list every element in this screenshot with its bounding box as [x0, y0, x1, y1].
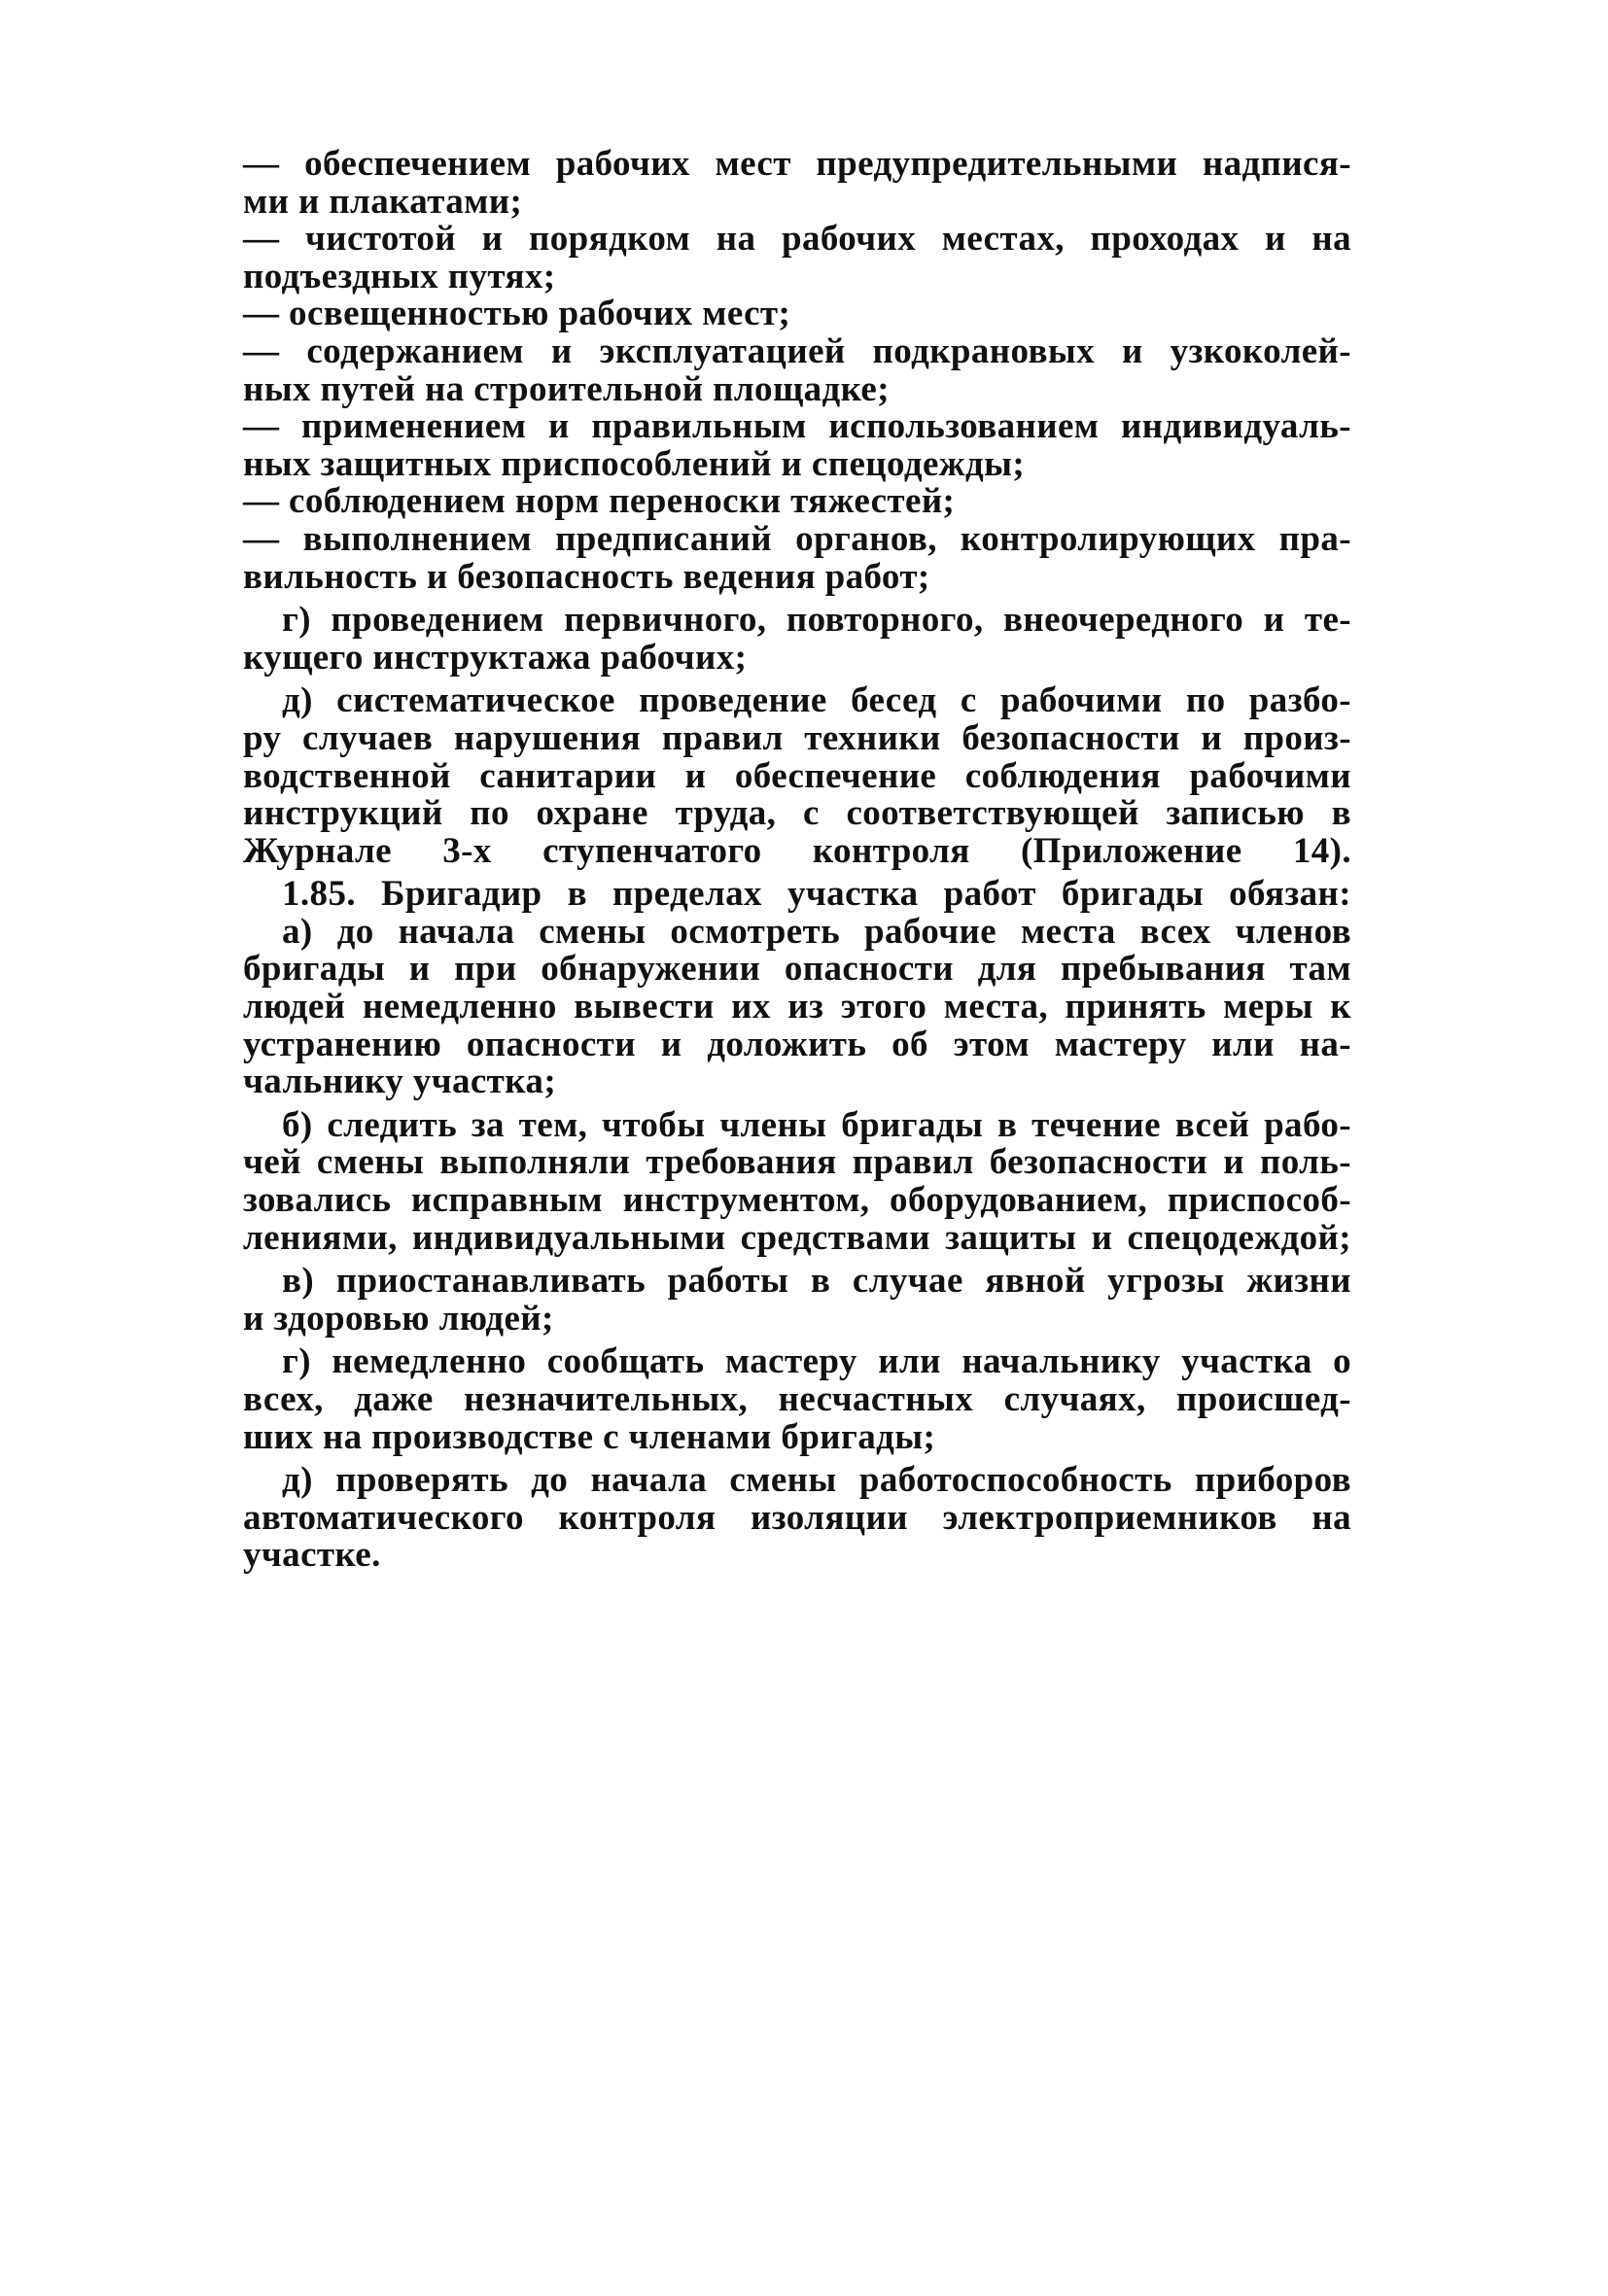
text-line: ру случаев нарушения правил техники безопасности и произ- — [243, 717, 1351, 758]
paragraph — [243, 483, 1351, 521]
text-line: д) систематическое проведение бесед с рабочими по разбо- — [282, 680, 1351, 721]
text-line: — обеспечением рабочих мест предупредительными надпися- — [243, 144, 1351, 184]
body-text — [243, 146, 1351, 1575]
text-line: ми и плакатами; — [243, 181, 523, 222]
paragraph — [243, 1263, 1351, 1338]
text-line: д) проверять до начала смены работоспособность приборов — [282, 1460, 1351, 1501]
paragraph — [243, 911, 1351, 1102]
text-line: в) приостанавливать работы в случае явной угрозы жизни — [282, 1261, 1351, 1302]
text-line: — выполнением предписаний органов, контролирующих пра- — [243, 518, 1351, 559]
text-line: зовались исправным инструментом, оборудованием, приспособ- — [243, 1180, 1351, 1221]
paragraph — [243, 518, 1351, 597]
text-line: участке. — [243, 1535, 381, 1576]
section-heading-1-85 — [243, 876, 1351, 914]
text-line: инструкций по охране труда, с соответствующей записью в — [243, 793, 1351, 834]
text-line: бригады и при обнаружении опасности для пребывания там — [243, 949, 1351, 990]
paragraph — [243, 1343, 1351, 1456]
text-line: Журнале 3-х ступенчатого контроля (Приложение 14). — [243, 830, 1351, 871]
text-line: и здоровью людей; — [243, 1298, 554, 1339]
text-line: — чистотой и порядком на рабочих местах, проходах и на — [243, 219, 1351, 260]
paragraph — [243, 1104, 1351, 1258]
text-line: устранению опасности и доложить об этом мастеру или на- — [243, 1024, 1351, 1064]
text-line: автоматического контроля изоляции электроприемников на — [243, 1497, 1351, 1538]
text-line: людей немедленно вывести их из этого места, принять меры к — [243, 987, 1351, 1027]
text-line: — содержанием и эксплуатацией подкрановых и узкоколей- — [243, 330, 1351, 371]
paragraph — [243, 408, 1351, 483]
text-line: — применением и правильным использованием индивидуаль- — [243, 406, 1351, 447]
paragraph — [243, 682, 1351, 870]
text-line: 1.85. Бригадир в пределах участка работ бригады обязан: — [282, 874, 1351, 915]
paragraph — [243, 221, 1351, 296]
text-line: подъездных путях; — [243, 256, 556, 296]
text-line: ных путей на строительной площадке; — [243, 368, 890, 409]
text-line: водственной санитарии и обеспечение соблюдения рабочими — [243, 755, 1351, 796]
paragraph — [243, 602, 1351, 677]
paragraph — [243, 146, 1351, 221]
text-line: чей смены выполняли требования правил безопасности и поль- — [243, 1142, 1351, 1183]
text-line: г) немедленно сообщать мастеру или начальнику участка о — [282, 1341, 1351, 1382]
text-line: ных защитных приспособлений и спецодежды; — [243, 443, 1026, 484]
paragraph — [243, 296, 1351, 333]
text-line: г) проведением первичного, повторного, внеочередного и те- — [282, 600, 1351, 641]
text-line: — освещенностью рабочих мест; — [243, 294, 791, 334]
text-line: вильность и безопасность ведения работ; — [243, 556, 930, 597]
text-line: кущего инструктажа рабочих; — [243, 637, 748, 678]
text-line: чальнику участка; — [243, 1061, 557, 1102]
text-line: — соблюдением норм переноски тяжестей; — [243, 481, 956, 522]
paragraph — [243, 330, 1351, 409]
text-line: лениями, индивидуальными средствами защиты и спецодеждой; — [243, 1217, 1351, 1258]
text-line: б) следить за тем, чтобы члены бригады в течение всей рабо- — [282, 1104, 1351, 1145]
text-line: а) до начала смены осмотреть рабочие места всех членов — [282, 911, 1351, 952]
text-line: ших на производстве с членами бригады; — [243, 1416, 936, 1457]
paragraph — [243, 1462, 1351, 1575]
text-line: всех, даже незначительных, несчастных случаях, происшед- — [243, 1379, 1351, 1419]
